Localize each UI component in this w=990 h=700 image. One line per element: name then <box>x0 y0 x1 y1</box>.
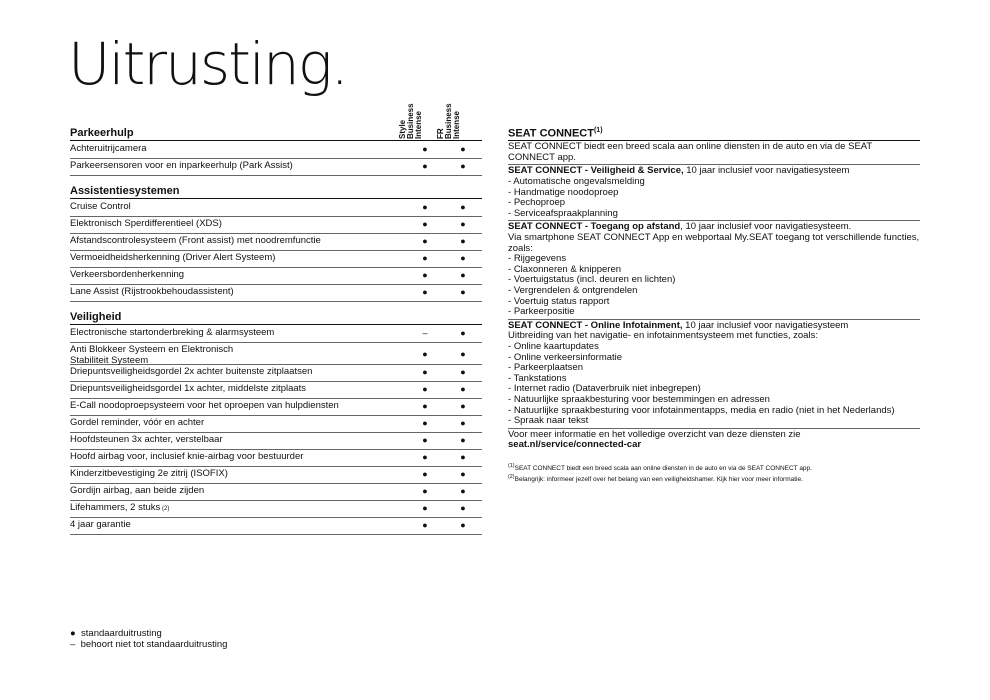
footnote: $^{(1)}$SEAT CONNECT biedt een breed scala aan online diensten in de auto en via de SEAT CONNECT app. <box>508 462 812 473</box>
table-row <box>70 434 482 450</box>
table-row <box>70 218 482 234</box>
footnote: $^{(2)}$Belangrijk: informeer jezelf over het belang van een veiligheidshamer. Kijk hier voor meer informatie. <box>508 474 803 484</box>
table-row <box>70 366 482 382</box>
row-label: 4 jaar garantie <box>70 519 131 530</box>
style-cell: – <box>422 328 428 338</box>
row-label: Lane Assist (Rijstrookbehoudassistent) <box>70 286 234 297</box>
style-cell: ● <box>422 452 428 462</box>
list-item: - Parkeerpositie <box>508 307 920 318</box>
legend-item: ● standaarduitrusting <box>70 628 162 639</box>
list-item: - Pechoproep <box>508 198 920 209</box>
row-label: Anti Blokkeer Systeem en Elektronisch Stabiliteit Systeem <box>70 344 234 366</box>
connect-block: SEAT CONNECT - Toegang op afstand, 10 jaar inclusief voor navigatiesysteem. Via smartphone SEAT CONNECT App en webportaal My.SEAT toegang tot verschillende functies, zoals: - Rijgegevens - Claxonneren & knipperen - Voertuigstatus (incl. deuren en lichten) - Vergrendelen & ontgrendelen - Voertuig status rapport - Parkeerpositie <box>508 221 920 319</box>
list-item: - Vergrendelen & ontgrendelen <box>508 286 920 297</box>
page-title: Uitrusting. <box>68 30 347 98</box>
fr-cell: ● <box>460 435 466 445</box>
table-row <box>70 344 482 365</box>
row-label: Afstandscontrolesysteem (Front assist) met noodremfunctie <box>70 235 321 246</box>
seat-connect-panel <box>508 126 920 484</box>
row-label: Lifehammers, 2 stuks <box>70 502 161 513</box>
table-row <box>70 201 482 217</box>
row-label: Verkeersbordenherkenning <box>70 269 185 280</box>
fr-cell: ● <box>460 253 466 263</box>
style-cell: ● <box>422 435 428 445</box>
fr-cell: ● <box>460 520 466 530</box>
style-cell: ● <box>422 161 428 171</box>
fr-cell: ● <box>460 452 466 462</box>
list-item: - Natuurlijke spraakbesturing voor infotainmentapps, media en radio (niet in het Nederlands) <box>508 406 920 417</box>
row-label: Elektronisch Sperdifferentieel (XDS) <box>70 218 222 229</box>
list-item: - Online kaartupdates <box>508 342 920 353</box>
style-cell: ● <box>422 287 428 297</box>
row-label: Achteruitrijcamera <box>70 143 147 154</box>
footnote-ref: (2) <box>162 506 170 512</box>
section-title: Parkeerhulp <box>70 127 482 141</box>
row-label: Parkeersensoren voor en inparkeerhulp (Park Assist) <box>70 160 293 171</box>
fr-cell: ● <box>460 401 466 411</box>
table-row <box>70 252 482 268</box>
row-label: Gordel reminder, vóór en achter <box>70 417 205 428</box>
row-label: Gordijn airbag, aan beide zijden <box>70 485 205 496</box>
table-row <box>70 468 482 484</box>
more-info-link[interactable]: seat.nl/service/connected-car <box>508 439 642 451</box>
list-item: - Voertuigstatus (incl. deuren en lichten) <box>508 275 920 286</box>
row-label: E-Call noodoproepsysteem voor het oproepen van hulpdiensten <box>70 400 339 411</box>
fr-cell: ● <box>460 328 466 338</box>
row-label: Electronische startonderbreking & alarmsysteem <box>70 327 275 338</box>
table-row <box>70 383 482 399</box>
list-item: - Serviceafspraakplanning <box>508 209 920 220</box>
style-cell: ● <box>422 144 428 154</box>
style-cell: ● <box>422 401 428 411</box>
style-cell: ● <box>422 367 428 377</box>
fr-cell: ● <box>460 144 466 154</box>
fr-cell: ● <box>460 503 466 513</box>
fr-cell: ● <box>460 219 466 229</box>
table-row <box>70 160 482 176</box>
column-header-style: Style Business Intense <box>398 103 423 139</box>
legend-item: – behoort niet tot standaarduitrusting <box>70 639 228 650</box>
table-row <box>70 485 482 501</box>
style-cell: ● <box>422 486 428 496</box>
list-item: - Natuurlijke spraakbesturing voor bestemmingen en adressen <box>508 395 920 406</box>
section-title: Assistentiesystemen <box>70 185 482 199</box>
style-cell: ● <box>422 202 428 212</box>
row-label: Driepuntsveiligheidsgordel 2x achter buitenste zitplaatsen <box>70 366 313 377</box>
list-item: - Spraak naar tekst <box>508 416 920 427</box>
style-cell: ● <box>422 253 428 263</box>
footnotes <box>508 462 920 484</box>
fr-cell: ● <box>460 202 466 212</box>
fr-cell: ● <box>460 287 466 297</box>
table-row <box>70 400 482 416</box>
legend <box>70 628 227 650</box>
seat-connect-intro: SEAT CONNECT biedt een breed scala aan online diensten in de auto en via de SEAT CONNECT app. <box>508 141 920 165</box>
list-item: - Parkeerplaatsen <box>508 363 920 374</box>
row-label: Hoofdsteunen 3x achter, verstelbaar <box>70 434 223 445</box>
row-label: Cruise Control <box>70 201 131 212</box>
row-label: Kinderzitbevestiging 2e zitrij (ISOFIX) <box>70 468 228 479</box>
row-label: Hoofd airbag voor, inclusief knie-airbag voor bestuurder <box>70 451 304 462</box>
style-cell: ● <box>422 236 428 246</box>
column-header-fr: FR Business Intense <box>436 103 461 139</box>
list-item: - Tankstations <box>508 374 920 385</box>
list-item: - Voertuig status rapport <box>508 297 920 308</box>
style-cell: ● <box>422 219 428 229</box>
list-item: - Internet radio (Dataverbruik niet inbegrepen) <box>508 384 920 395</box>
list-item: - Handmatige noodoproep <box>508 188 920 199</box>
fr-cell: ● <box>460 384 466 394</box>
fr-cell: ● <box>460 161 466 171</box>
connect-block: SEAT CONNECT - Online Infotainment, 10 jaar inclusief voor navigatiesysteem Uitbreiding van het navigatie- en infotainmentsysteem met functies, zoals: - Online kaartupdates - Online verkeersinformatie - Parkeerplaatsen - Tankstations - Internet radio (Dataverbruik niet inbegrepen) - Natuurlijke spraakbesturing voor bestemmingen en adressen - Natuurlijke spraakbesturing voor infotainmentapps, media en radio (niet in het Nederlands) - Spraak naar tekst <box>508 320 920 429</box>
fr-cell: ● <box>460 349 466 359</box>
list-item: - Claxonneren & knipperen <box>508 265 920 276</box>
fr-cell: ● <box>460 367 466 377</box>
list-item: - Online verkeersinformatie <box>508 353 920 364</box>
fr-cell: ● <box>460 270 466 280</box>
table-row <box>70 286 482 302</box>
fr-cell: ● <box>460 486 466 496</box>
list-item: - Rijgegevens <box>508 254 920 265</box>
style-cell: ● <box>422 270 428 280</box>
style-cell: ● <box>422 418 428 428</box>
section-title: Veiligheid <box>70 311 482 325</box>
style-cell: ● <box>422 384 428 394</box>
table-row <box>70 502 482 518</box>
table-row <box>70 327 482 343</box>
row-label: Driepuntsveiligheidsgordel 1x achter, middelste zitplaats <box>70 383 307 394</box>
table-row <box>70 417 482 433</box>
fr-cell: ● <box>460 418 466 428</box>
fr-cell: ● <box>460 469 466 479</box>
seat-connect-title: SEAT CONNECT$^{(1)}$ <box>508 126 920 141</box>
style-cell: ● <box>422 349 428 359</box>
table-row <box>70 519 482 535</box>
more-info: Voor meer informatie en het volledige overzicht van deze diensten zie seat.nl/service/connected-car <box>508 429 920 452</box>
table-row <box>70 451 482 467</box>
connect-block: SEAT CONNECT - Veiligheid & Service, 10 jaar inclusief voor navigatiesysteem - Automatische ongevalsmelding - Handmatige noodoproep - Pechoproep - Serviceafspraakplanning <box>508 165 920 221</box>
style-cell: ● <box>422 503 428 513</box>
style-cell: ● <box>422 520 428 530</box>
row-label: Vermoeidheidsherkenning (Driver Alert Systeem) <box>70 252 276 263</box>
table-row <box>70 143 482 159</box>
fr-cell: ● <box>460 236 466 246</box>
table-row <box>70 235 482 251</box>
list-item: - Automatische ongevalsmelding <box>508 177 920 188</box>
style-cell: ● <box>422 469 428 479</box>
table-row <box>70 269 482 285</box>
